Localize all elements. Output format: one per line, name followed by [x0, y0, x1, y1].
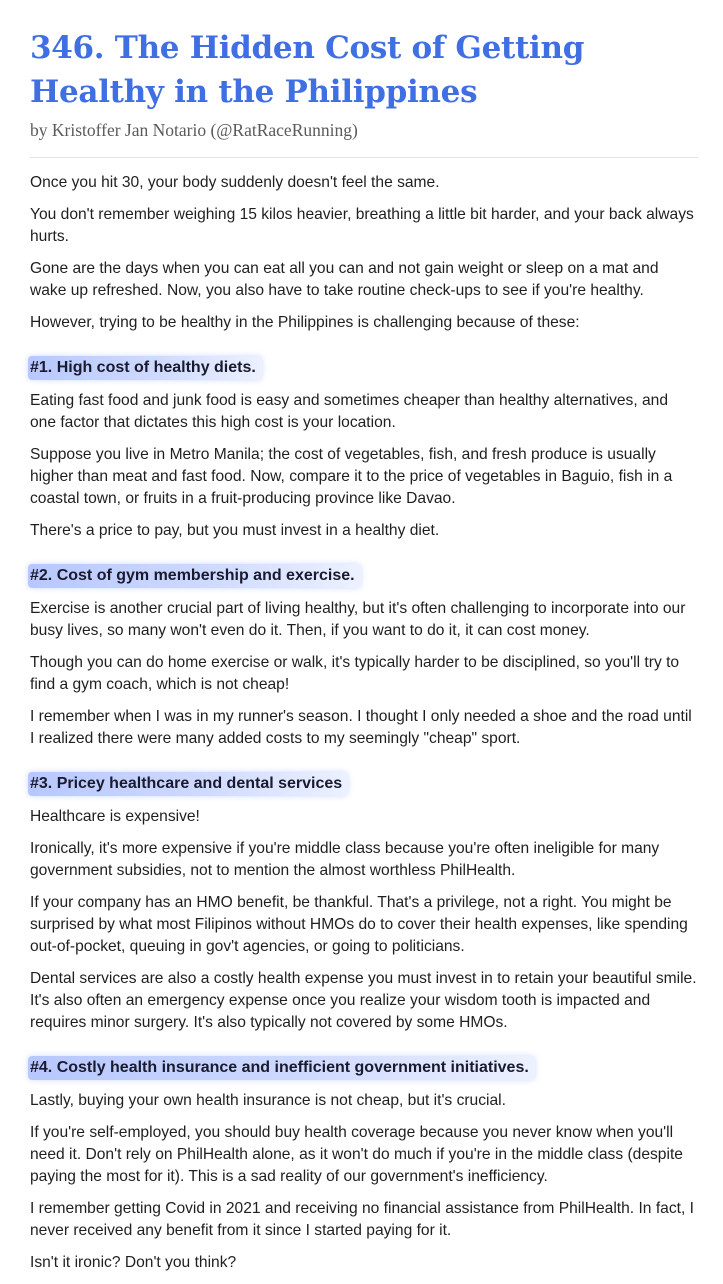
section-paragraph: If you're self-employed, you should buy health coverage because you never know when you'll need it. Don't rely on PhilHealth alone, as it won't do much if you're in the middle class (despite paying the most for it). This is a sad reality of our government's inefficiency. — [30, 1124, 683, 1185]
section-paragraph: Lastly, buying your own health insurance is not cheap, but it's crucial. — [30, 1092, 506, 1109]
article-title: 346. The Hidden Cost of Getting Healthy in the Philippines — [30, 30, 585, 110]
section-paragraph: Healthcare is expensive! — [30, 808, 200, 825]
section-paragraph: Suppose you live in Metro Manila; the cost of vegetables, fish, and fresh produce is usually higher than meat and fast food. Now, compare it to the price of vegetables in Baguio, fish in a coastal town, or fruits in a fruit-producing province like Davao. — [30, 446, 673, 507]
section-heading: #4. Costly health insurance and inefficient government initiatives. — [28, 1056, 535, 1080]
section-paragraph: If your company has an HMO benefit, be thankful. That's a privilege, not a right. You might be surprised by what most Filipinos without HMOs do to cover their health expenses, like spending out-of-pocket, queuing in gov't agencies, or going to politicians. — [30, 894, 688, 955]
section-paragraph: Exercise is another crucial part of living healthy, but it's often challenging to incorporate into our busy lives, so many won't even do it. Then, if you want to do it, it can cost money. — [30, 600, 686, 639]
section-paragraph: Isn't it ironic? Don't you think? — [30, 1254, 237, 1271]
section-paragraph: Eating fast food and junk food is easy and sometimes cheaper than healthy alternatives, and one factor that dictates this high cost is your location. — [30, 392, 669, 431]
section-1 — [30, 344, 698, 542]
section-2 — [30, 552, 698, 750]
section-paragraph: Though you can do home exercise or walk, it's typically harder to be disciplined, so you'll try to find a gym coach, which is not cheap! — [30, 654, 680, 693]
intro-paragraph: Once you hit 30, your body suddenly doesn't feel the same. — [30, 174, 440, 191]
section-paragraph: Ironically, it's more expensive if you're middle class because you're often ineligible for many government subsidies, not to mention the almost worthless PhilHealth. — [30, 840, 660, 879]
divider — [30, 157, 698, 158]
article-body — [30, 172, 698, 1274]
section-heading: #3. Pricey healthcare and dental services — [28, 772, 348, 796]
section-heading: #2. Cost of gym membership and exercise. — [28, 564, 361, 588]
article-byline: by Kristoffer Jan Notario (@RatRaceRunning) — [30, 120, 358, 140]
section-paragraph: I remember when I was in my runner's season. I thought I only needed a shoe and the road until I realized there were many added costs to my seemingly "cheap" sport. — [30, 708, 692, 747]
section-3 — [30, 760, 698, 1034]
section-4 — [30, 1044, 698, 1274]
article — [30, 26, 698, 1284]
intro-paragraph: Gone are the days when you can eat all you can and not gain weight or sleep on a mat and wake up refreshed. Now, you also have to take routine check-ups to see if you're healthy. — [30, 260, 659, 299]
section-heading: #1. High cost of healthy diets. — [28, 356, 262, 380]
section-paragraph: Dental services are also a costly health expense you must invest in to retain your beautiful smile. It's also often an emergency expense once you realize your wisdom tooth is impacted and requires minor surgery. It's also typically not covered by some HMOs. — [30, 970, 697, 1031]
intro-paragraph: However, trying to be healthy in the Philippines is challenging because of these: — [30, 314, 580, 331]
section-paragraph: I remember getting Covid in 2021 and receiving no financial assistance from PhilHealth. In fact, I never received any benefit from it since I started paying for it. — [30, 1200, 694, 1239]
section-paragraph: There's a price to pay, but you must invest in a healthy diet. — [30, 522, 440, 539]
intro-paragraph: You don't remember weighing 15 kilos heavier, breathing a little bit harder, and your back always hurts. — [30, 206, 694, 245]
